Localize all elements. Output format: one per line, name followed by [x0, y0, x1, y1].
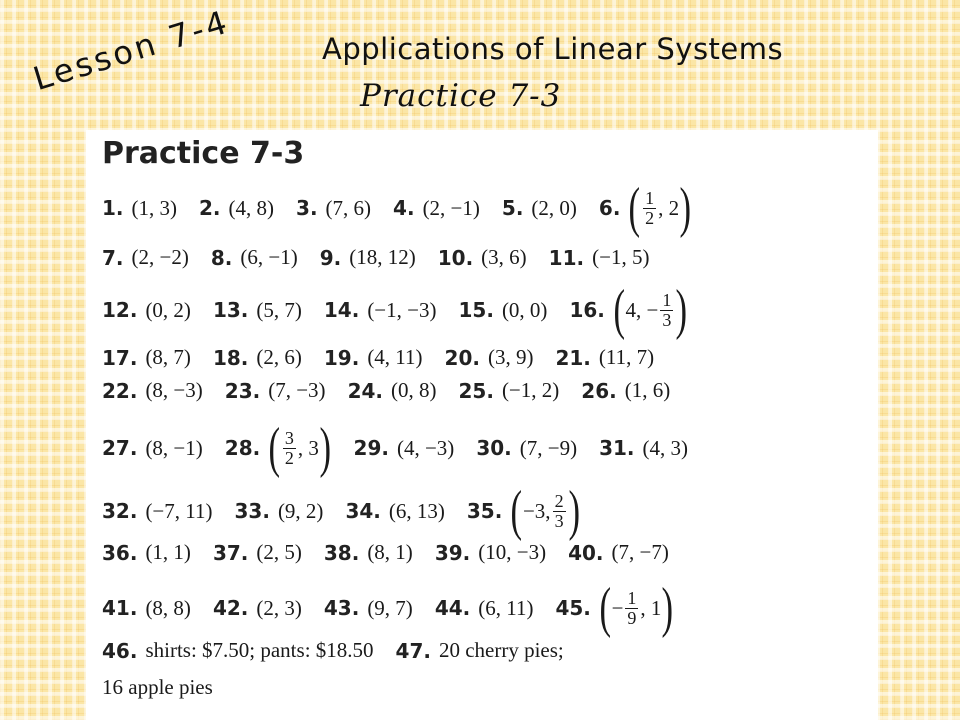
answer-value: (−1, 2) — [501, 378, 560, 402]
answer-number: 25. — [458, 378, 494, 403]
answer-number: 3. — [296, 196, 318, 220]
fraction: $\frac{3}{2}$ — [284, 427, 294, 468]
answer-number: 15. — [458, 298, 494, 322]
answer-item — [211, 245, 298, 270]
answer-value: (9, 7) — [367, 595, 413, 620]
answer-item — [568, 540, 669, 565]
answer-value: (6, −1) — [240, 245, 298, 269]
answer-item — [354, 436, 455, 461]
answer-item — [102, 196, 177, 221]
answer-value: (11, 7) — [598, 345, 655, 369]
answer-item — [235, 499, 324, 524]
answer-row — [102, 480, 602, 542]
left-paren: ( — [613, 279, 625, 341]
answer-item — [549, 245, 650, 270]
answer-value: (8, 1) — [367, 540, 413, 564]
answer-value: (4, 11) — [367, 345, 423, 369]
answer-value: (−1, −3) — [367, 297, 437, 322]
answer-number: 22. — [102, 378, 138, 403]
answer-number: 10. — [437, 245, 474, 270]
fraction: $\frac{1}{3}$ — [662, 289, 672, 330]
answer-number: 14. — [323, 298, 360, 322]
answer-key-panel — [86, 130, 878, 720]
answer-value: (2, −2) — [131, 245, 189, 269]
answer-value: 20 cherry pies; — [438, 638, 564, 662]
right-paren: ) — [319, 417, 331, 479]
answer-value: , 3 — [297, 435, 319, 460]
answer-item — [459, 298, 548, 323]
answer-row — [102, 177, 714, 239]
answer-number: 16. — [569, 298, 605, 322]
answer-number: 45. — [555, 596, 591, 620]
right-paren: ) — [675, 279, 688, 341]
answer-value: (0, 8) — [391, 378, 437, 402]
answer-value: (2, 5) — [256, 540, 302, 564]
answer-number: 34. — [345, 499, 381, 523]
slide-subtitle: Practice 7-3 — [360, 78, 562, 114]
answer-value: (6, 11) — [478, 595, 534, 620]
answer-number: 33. — [234, 499, 270, 523]
answer-value: (7, 6) — [325, 195, 372, 220]
answer-number: 30. — [476, 436, 512, 460]
answer-item — [102, 298, 191, 323]
left-paren: ( — [628, 177, 641, 239]
answer-value: (2, 0) — [531, 195, 577, 220]
answer-number: 38. — [323, 540, 360, 565]
answer-item — [102, 540, 191, 565]
answer-item — [502, 196, 577, 221]
answer-number: 9. — [319, 245, 342, 270]
answer-item — [324, 298, 437, 323]
answer-item — [598, 177, 692, 239]
answer-number: 23. — [224, 378, 261, 403]
answer-value: (7, −3) — [268, 378, 326, 402]
answer-number: 4. — [393, 196, 415, 220]
fraction: $\frac{1}{2}$ — [645, 187, 655, 228]
answer-item — [102, 436, 203, 461]
answer-number: 31. — [599, 436, 635, 460]
answer-item — [348, 378, 437, 403]
answer-number: 44. — [434, 596, 471, 620]
answer-item — [324, 596, 413, 621]
answer-number: 18. — [212, 345, 249, 370]
answer-number: 24. — [347, 378, 383, 403]
answer-number: 1. — [102, 196, 124, 220]
answer-item — [324, 540, 413, 565]
answer-number: 21. — [555, 345, 591, 370]
answer-number: 46. — [102, 638, 138, 663]
answer-number: 42. — [212, 596, 249, 620]
answer-value: (5, 7) — [256, 297, 302, 322]
answer-item — [199, 196, 274, 221]
answer-value: (18, 12) — [349, 245, 416, 269]
answer-value: shirts: $7.50; pants: $18.50 — [145, 638, 374, 662]
answer-number: 47. — [395, 638, 431, 663]
answer-item — [393, 196, 480, 221]
answer-number: 36. — [102, 540, 138, 565]
answer-item — [102, 596, 191, 621]
answer-value: (6, 13) — [388, 498, 445, 523]
answer-number: 19. — [323, 345, 360, 370]
answer-item — [213, 596, 302, 621]
answer-item — [581, 378, 670, 403]
answer-value: , 2 — [658, 195, 680, 220]
answer-value: (4, −3) — [396, 435, 455, 460]
answer-value: (9, 2) — [277, 498, 324, 523]
answer-row — [102, 417, 710, 479]
answer-value: − — [611, 595, 624, 620]
right-paren: ) — [568, 480, 580, 542]
answer-value: (3, 9) — [487, 345, 534, 369]
answer-value: (1, 3) — [131, 195, 178, 220]
answer-item — [435, 540, 546, 565]
answer-number: 11. — [548, 245, 585, 270]
answer-value: (8, −3) — [145, 378, 203, 402]
right-paren: ) — [679, 177, 692, 239]
answer-number: 2. — [199, 196, 221, 220]
answer-value: (8, 8) — [145, 595, 191, 620]
answer-item — [396, 638, 564, 663]
answer-number: 29. — [353, 436, 389, 460]
answer-number: 37. — [212, 540, 249, 565]
answer-row — [102, 577, 696, 639]
answer-value: (0, 0) — [501, 297, 548, 322]
answer-value: (8, −1) — [145, 435, 203, 460]
answer-row — [102, 378, 692, 403]
answer-key-heading: Practice 7-3 — [102, 136, 305, 171]
answer-number: 7. — [102, 245, 124, 270]
answer-value: , 1 — [640, 595, 662, 620]
answer-number: 39. — [434, 540, 471, 565]
answer-item — [435, 596, 534, 621]
answer-number: 20. — [444, 345, 480, 370]
answer-item — [599, 436, 688, 461]
answer-value-continued: 16 apple pies — [102, 675, 213, 699]
answer-value: −3, — [522, 498, 551, 523]
answer-number: 26. — [581, 378, 617, 403]
answer-item — [102, 245, 189, 270]
answer-number: 32. — [102, 499, 138, 523]
answer-row — [102, 245, 671, 270]
answer-number: 8. — [210, 245, 233, 270]
lesson-label: Lesson 7-4 — [28, 2, 234, 98]
answer-value: (3, 6) — [481, 245, 527, 269]
answer-number: 28. — [224, 436, 261, 460]
answer-value: (1, 6) — [624, 378, 671, 402]
answer-item — [213, 345, 302, 370]
answer-value: (−1, 5) — [592, 245, 650, 269]
answer-item — [225, 378, 326, 403]
answer-item — [445, 345, 534, 370]
answer-item — [555, 345, 654, 370]
answer-number: 40. — [568, 540, 604, 565]
answer-value: (7, −9) — [519, 435, 578, 460]
answer-item — [476, 436, 577, 461]
answer-item — [569, 279, 688, 341]
answer-value: (4, 8) — [228, 195, 275, 220]
answer-value: (2, 6) — [256, 345, 302, 369]
answer-item — [102, 345, 191, 370]
answer-value: (2, −1) — [422, 195, 480, 220]
answer-value: (0, 2) — [145, 297, 191, 322]
answer-item — [224, 417, 332, 479]
answer-value: (−7, 11) — [145, 498, 213, 523]
answer-item — [466, 480, 580, 542]
answer-number: 12. — [102, 298, 138, 322]
answer-value: (7, −7) — [611, 540, 669, 564]
fraction: $\frac{1}{9}$ — [627, 587, 637, 628]
answer-item — [102, 378, 203, 403]
answer-item — [459, 378, 560, 403]
answer-value: (4, 3) — [642, 435, 689, 460]
fraction: $\frac{2}{3}$ — [554, 490, 564, 531]
answer-number: 13. — [212, 298, 249, 322]
answer-item — [438, 245, 527, 270]
answer-item — [324, 345, 423, 370]
slide-title: Applications of Linear Systems — [322, 32, 784, 66]
answer-row — [102, 638, 586, 663]
answer-value: (10, −3) — [478, 540, 547, 564]
answer-row — [102, 279, 710, 341]
answer-item — [102, 499, 213, 524]
answer-value: (8, 7) — [145, 345, 191, 369]
answer-row — [102, 345, 676, 370]
right-paren: ) — [661, 577, 674, 639]
left-paren: ( — [510, 480, 523, 542]
answer-number: 41. — [102, 596, 138, 620]
left-paren: ( — [268, 417, 281, 479]
answer-item — [345, 499, 444, 524]
answer-item — [555, 577, 674, 639]
answer-number: 35. — [466, 499, 503, 523]
answer-item — [213, 298, 302, 323]
answer-number: 27. — [102, 436, 138, 460]
answer-item — [320, 245, 416, 270]
answer-row — [102, 540, 691, 565]
answer-item — [296, 196, 371, 221]
answer-item — [102, 638, 374, 663]
answer-number: 6. — [598, 196, 621, 220]
answer-number: 17. — [102, 345, 138, 370]
answer-row — [102, 675, 213, 700]
answer-value: (1, 1) — [145, 540, 191, 564]
answer-number: 43. — [323, 596, 360, 620]
answer-value: 4, − — [625, 297, 659, 322]
answer-item — [213, 540, 302, 565]
answer-number: 5. — [501, 196, 524, 220]
left-paren: ( — [599, 577, 612, 639]
answer-value: (2, 3) — [256, 595, 302, 620]
